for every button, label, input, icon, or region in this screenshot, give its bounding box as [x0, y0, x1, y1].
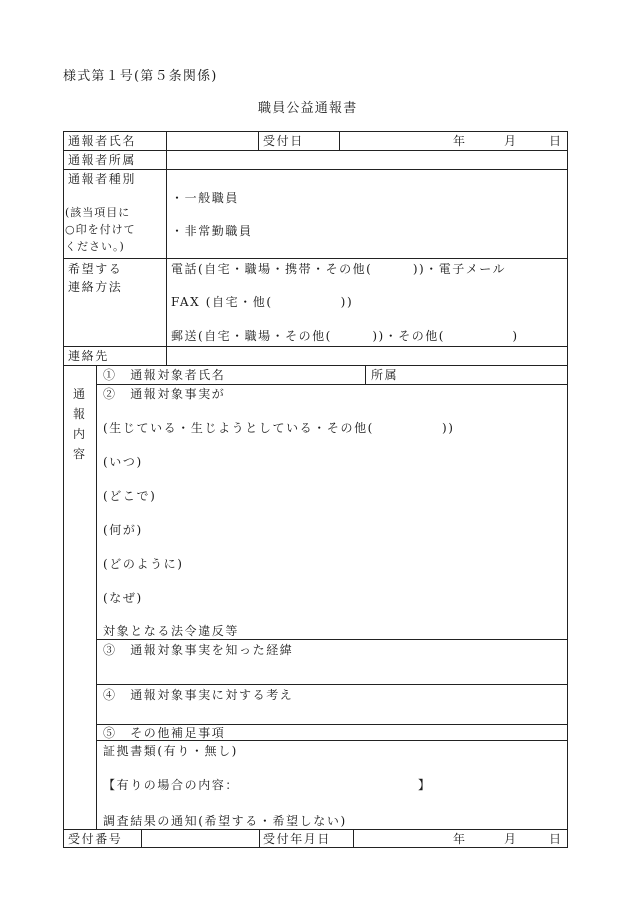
column-divider	[365, 365, 366, 385]
day-label: 日	[549, 134, 563, 148]
item3-how-known: ③ 通報対象事実を知った経緯	[103, 643, 294, 657]
column-divider	[96, 365, 97, 830]
month-label: 月	[504, 832, 518, 846]
table-border-top	[63, 131, 568, 132]
form-number: 様式第１号(第５条関係)	[63, 69, 218, 84]
contact-method-mail: 郵送(自宅・職場・その他( ))・その他( )	[171, 329, 519, 343]
receipt-date-label: 受付年月日	[263, 832, 332, 846]
item2-where: (どこで)	[103, 489, 157, 503]
row-divider	[63, 169, 568, 170]
table-border-bottom	[63, 847, 568, 848]
evidence-documents: 証拠書類(有り・無し)	[103, 744, 238, 758]
item2-how: (どのように)	[103, 557, 184, 571]
month-label: 月	[504, 134, 518, 148]
reporter-type-label: 通報者種別	[68, 172, 137, 186]
result-notice: 調査結果の通知(希望する・希望しない)	[103, 814, 347, 828]
row-divider	[63, 346, 568, 347]
contact-label: 連絡先	[68, 349, 109, 363]
received-date-label: 受付日	[263, 134, 304, 148]
item2-fact: ② 通報対象事実が	[103, 387, 226, 401]
column-divider	[339, 131, 340, 151]
item2-when: (いつ)	[103, 455, 143, 469]
column-divider	[166, 131, 167, 366]
type-option-regular: ・一般職員	[171, 191, 240, 205]
item2-law-violation: 対象となる法令違反等	[103, 624, 240, 638]
column-divider	[259, 829, 260, 848]
row-divider	[63, 258, 568, 259]
evidence-detail-close: 】	[418, 778, 432, 792]
evidence-detail-open: 【有りの場合の内容：	[103, 778, 240, 792]
column-divider	[141, 829, 142, 848]
year-label: 年	[453, 134, 467, 148]
column-divider	[353, 829, 354, 848]
report-content-label: 通 報 内 容	[72, 387, 85, 461]
row-divider	[63, 150, 568, 151]
row-divider	[63, 365, 568, 366]
item2-why: (なぜ)	[103, 591, 143, 605]
row-divider	[96, 384, 568, 385]
item1-target-name: ① 通報対象者氏名	[103, 368, 226, 382]
row-divider	[63, 829, 568, 830]
item2-what: (何が)	[103, 523, 143, 537]
item2-status: (生じている・生じようとしている・その他( ))	[103, 421, 455, 435]
contact-method-fax: FAX (自宅・他( ))	[171, 295, 354, 309]
contact-method-label: 連絡方法	[68, 280, 123, 294]
reporter-type-note: ○印を付けて	[65, 223, 136, 236]
day-label: 日	[549, 832, 563, 846]
item4-opinion: ④ 通報対象事実に対する考え	[103, 688, 294, 702]
contact-method-phone: 電話(自宅・職場・携帯・その他( ))・電子メール	[171, 262, 506, 276]
row-divider	[96, 639, 568, 640]
row-divider	[96, 740, 568, 741]
reporter-type-note: ください。)	[65, 240, 125, 253]
document-title: 職員公益通報書	[258, 101, 358, 116]
row-divider	[96, 684, 568, 685]
row-divider	[96, 724, 568, 725]
item5-supplementary: ⑤ その他補足事項	[103, 726, 226, 740]
type-option-parttime: ・非常勤職員	[171, 224, 253, 238]
report-form-table	[63, 131, 568, 848]
item1-affiliation: 所属	[371, 368, 399, 382]
year-label: 年	[453, 832, 467, 846]
table-border-right	[567, 131, 568, 848]
contact-method-label: 希望する	[68, 262, 123, 276]
reporter-name-label: 通報者氏名	[68, 134, 137, 148]
reporter-type-note: (該当項目に	[65, 206, 131, 219]
receipt-number-label: 受付番号	[68, 832, 123, 846]
column-divider	[258, 131, 259, 151]
reporter-affiliation-label: 通報者所属	[68, 153, 137, 167]
table-border-left	[63, 131, 64, 848]
